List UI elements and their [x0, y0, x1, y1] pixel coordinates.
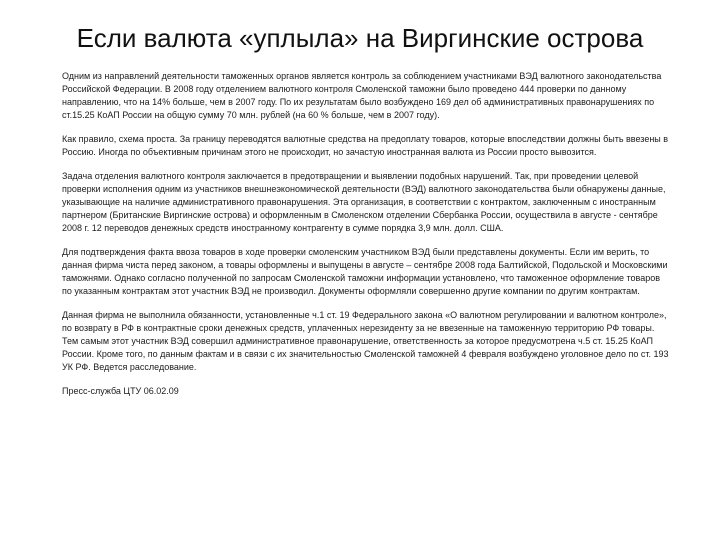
- paragraph-documents: Для подтверждения факта ввоза товаров в ходе проверки смоленским участником ВЭД были представлены документы. Если им верить, то данная фирма чиста перед законом, а товары оформлены и выпущены в августе – сентябре 2008 года Балтийской, Подольской и Московскими таможнями. Однако согласно полученной по запросам Смоленской таможни информации установлено, что таможенное оформление товаров по указанным контрактам этот участник ВЭД не производил. Документы оформляли совершенно другие компании по другим контрактам.: [62, 247, 668, 296]
- paragraph-violation: Данная фирма не выполнила обязанности, установленные ч.1 ст. 19 Федерального закона «О валютном регулировании и валютном контроле», по возврату в РФ в контрактные сроки денежных средств, уплаченных нерезиденту за не ввезенные на таможенную территорию РФ товары. Тем самым этот участник ВЭД совершил административное правонарушение, ответственность за которое предусмотрена ч.5 ст. 15.25 КоАП России. Кроме того, по данным фактам и в связи с их значительностью Смоленской таможней 4 февраля возбуждено уголовное дело по ст. 193 УК РФ. Ведется расследование.: [62, 310, 669, 372]
- paragraph-scheme: Как правило, схема проста. За границу переводятся валютные средства на предоплату товаров, которые впоследствии должны быть ввезены в Россию. Иногда по объективным причинам этого не происходит, но зачастую иностранная валюта из России просто вывозится.: [62, 134, 669, 157]
- paragraph-inspection-case: Задача отделения валютного контроля заключается в предотвращении и выявлении подобных нарушений. Так, при проведении целевой проверки исполнения одним из участников внешнеэкономической деятельности (ВЭД) валютного законодательства были обнаружены данные, указывающие на наличие административного правонарушения. Эта организация, в соответствии с контрактом, заключенным с иностранным партнером (Британские Виргинские острова) и оформленным в Смоленском отделении Сбербанка России, осуществила в августе - сентябре 2008 г. 12 переводов денежных средств иностранному контрагенту в сумме порядка 3,9 млн. долл. США.: [62, 171, 666, 233]
- slide-title: Если валюта «уплыла» на Виргинские острова: [76, 23, 644, 53]
- slide-body: [62, 70, 672, 398]
- paragraph-currency-control-stats: Одним из направлений деятельности таможенных органов является контроль за соблюдением участниками ВЭД валютного законодательства Российской Федерации. В 2008 году отделением валютного контроля Смоленской таможни было проведено 444 проверки по данному направлению, что на 14% больше, чем в 2007 году. По их результатам было возбуждено 169 дел об административных правонарушениях по ст.15.25 КоАП России на общую сумму 70 млн. рублей (на 60 % больше, чем в 2007 году).: [62, 71, 662, 120]
- press-signature: Пресс-служба ЦТУ 06.02.09: [62, 386, 179, 396]
